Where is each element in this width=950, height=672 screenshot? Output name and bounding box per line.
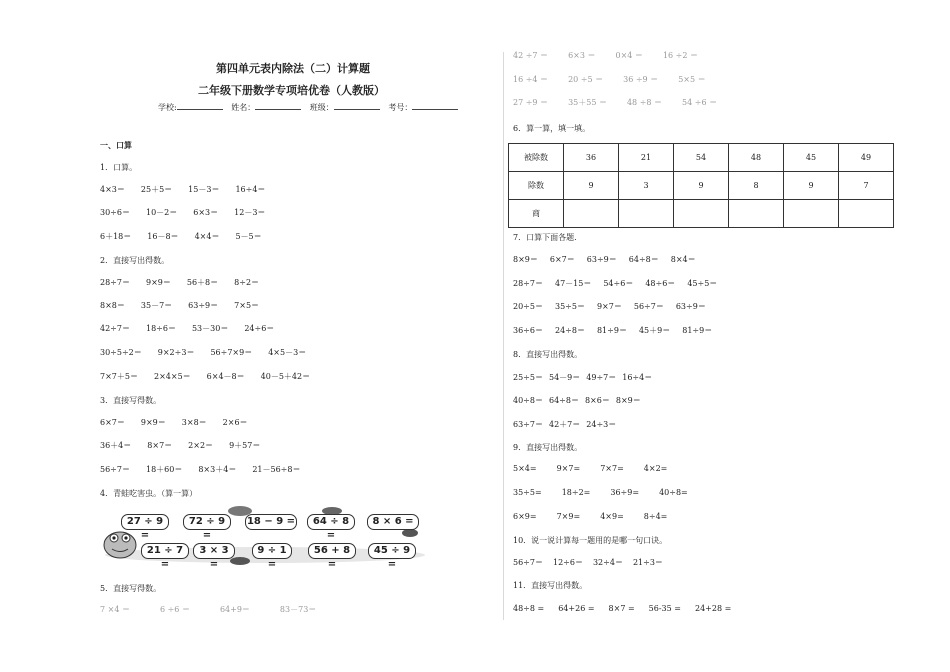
q2-row [100,371,326,382]
problem: 56-35 = [648,604,681,613]
q5-row [100,604,332,615]
problem: 63÷9＝ [675,302,706,311]
problem: 54÷6＝ [603,279,634,288]
problem: 5－5＝ [235,232,262,241]
bug-card: 27 ÷ 9 = [121,514,169,530]
bug-card: 72 ÷ 9 = [183,514,231,530]
problem: 5×5 ＝ [678,75,706,84]
right-top-row [513,97,733,108]
problem: 40－5＋42＝ [260,372,311,381]
problem: 20÷5＝ [513,302,543,311]
problem: 25÷5＝ [513,373,543,382]
table-row [509,144,894,172]
table-cell: 21 [619,144,674,172]
problem: 35－7＝ [140,301,173,310]
problem: 64÷8＝ [628,255,659,264]
exam-no-blank[interactable] [412,102,458,110]
problem: 18÷6＝ [145,324,176,333]
problem: 8×3＋4＝ [198,465,237,474]
bug-card: 21 ÷ 7 = [141,543,189,559]
problem: 16÷4＝ [235,185,266,194]
problem: 20 ÷5 ＝ [568,75,604,84]
page-subtitle: 二年级下册数学专项培优卷（人教版） [198,84,385,97]
q9-row [513,488,704,497]
problem: 24+28 = [694,604,732,613]
table-cell: 45 [784,144,839,172]
division-table [508,143,894,228]
answer-cell[interactable] [729,200,784,228]
frog-picture [100,505,430,570]
problem: 8×4＝ [670,255,696,264]
problem: 9×2÷3＝ [157,348,195,357]
problem: 48 ÷8 ＝ [626,98,663,107]
table-cell: 36 [564,144,619,172]
column-divider [503,52,504,620]
class-label: 班级： [309,103,334,112]
problem: 6×7＝ [549,255,575,264]
problem: 9×9＝ [140,418,166,427]
answer-cell[interactable] [839,200,894,228]
q1-row [100,184,281,195]
problem: 8×7＝ [147,441,173,450]
problem: 8÷4= [643,512,668,521]
problem: 83－73＝ [279,605,317,614]
problem: 2×2＝ [188,441,214,450]
problem: 18÷2= [561,488,591,497]
table-cell: 9 [784,172,839,200]
problem: 81÷9＝ [682,326,713,335]
table-cell: 9 [674,172,729,200]
q3-row [100,440,276,451]
problem: 36 ÷9 ＝ [623,75,659,84]
problem: 24÷3＝ [586,420,617,429]
problem: 35÷5= [513,488,542,497]
problem: 7×9= [556,512,581,521]
name-blank[interactable] [255,102,301,110]
problem: 56÷7×9＝ [210,348,253,357]
q2-row [100,347,322,358]
problem: 4×2= [643,464,668,473]
table-row [509,172,894,200]
problem: 36÷9= [610,488,640,497]
problem: 10－2＝ [145,208,178,217]
q7-label: 7．口算下面各题. [513,233,577,242]
q1-row [100,231,278,242]
q11-label: 11．直接写出得数。 [513,581,588,590]
problem: 4×5－3＝ [268,348,307,357]
q8-row [513,419,632,430]
name-label: 姓名： [231,103,256,112]
answer-cell[interactable] [564,200,619,228]
problem: 45＋9＝ [638,326,671,335]
problem: 12÷6＝ [552,558,583,567]
problem: 21－56÷8＝ [252,465,301,474]
q2-label: 2．直接写出得数。 [100,256,170,265]
problem: 8×7 = [608,604,635,613]
problem: 24÷6＝ [244,324,275,333]
problem: 36÷6＝ [513,326,543,335]
q5-label: 5．直接写得数。 [100,584,162,593]
table-cell: 7 [839,172,894,200]
problem: 4×4＝ [194,232,220,241]
problem: 7 ×4 ＝ [100,605,130,614]
problem: 42＋7＝ [548,420,581,429]
problem: 47－15＝ [554,279,592,288]
bug-card: 9 ÷ 1 = [252,543,292,559]
q2-row [100,323,290,334]
class-blank[interactable] [334,102,380,110]
problem: 6 ÷6 ＝ [159,605,190,614]
answer-cell[interactable] [674,200,729,228]
problem: 7×7= [600,464,624,473]
problem: 27 ÷9 ＝ [513,98,549,107]
q10-label: 10．说一说计算每一题用的是哪一句口诀。 [513,536,668,545]
problem: 42 ÷7 ＝ [513,51,549,60]
problem: 64÷8＝ [548,396,579,405]
q7-row [513,301,722,312]
problem: 18＋60＝ [145,465,183,474]
page-title: 第四单元表内除法（二）计算题 [216,62,370,75]
problem: 16 ÷4 ＝ [513,75,549,84]
problem: 15－3＝ [188,185,220,194]
table-cell: 49 [839,144,894,172]
problem: 9×9＝ [145,278,171,287]
problem: 2×6＝ [222,418,248,427]
problem: 30÷6＝ [100,208,130,217]
problem: 63÷9＝ [586,255,617,264]
right-top-row [513,74,722,85]
problem: 6×9= [513,512,537,521]
problem: 30÷5÷2＝ [100,348,142,357]
problem: 81÷9＝ [596,326,627,335]
problem: 6×7＝ [100,418,125,427]
problem: 40÷8= [659,488,688,497]
q2-row [100,300,275,311]
problem: 21÷3＝ [632,558,663,567]
problem: 16－8＝ [147,232,179,241]
table-cell: 8 [729,172,784,200]
problem: 56÷7＝ [513,558,543,567]
problem: 48÷8 = [513,604,545,613]
problem: 56÷7＝ [100,465,130,474]
q3-row [100,417,264,428]
right-top-row [513,50,714,61]
problem: 53－30＝ [191,324,229,333]
problem: 2×4×5＝ [153,372,191,381]
problem: 9＋57＝ [229,441,261,450]
problem: 64+9＝ [219,605,250,614]
q11-row [513,604,747,613]
problem: 45÷5＝ [687,279,718,288]
problem: 35÷5＝ [554,302,585,311]
problem: 56＋8＝ [186,278,219,287]
school-label: 学校: [158,103,177,112]
problem: 48÷6＝ [645,279,676,288]
bug-card: 64 ÷ 8 = [307,514,355,530]
problem: 16÷4＝ [622,373,653,382]
problem: 0×4 ＝ [615,51,643,60]
problem: 54－9＝ [548,373,581,382]
problem: 6×4－8＝ [206,372,245,381]
q10-row [513,557,679,568]
problem: 6×3＝ [193,208,219,217]
table-cell: 除数 [509,172,564,200]
problem: 8÷2＝ [234,278,260,287]
problem: 7×5＝ [234,301,260,310]
problem: 54 ÷6 ＝ [682,98,718,107]
problem: 8×9＝ [513,255,538,264]
table-cell: 商 [509,200,564,228]
problem: 28÷7＝ [513,279,543,288]
section-title: 一、口算 [100,141,132,150]
table-cell: 3 [619,172,674,200]
problem: 40÷8＝ [513,396,543,405]
problem: 8×9＝ [615,396,641,405]
bug-card: 3 × 3 = [193,543,235,559]
student-info-line [158,102,464,113]
problem: 6×3 ＝ [568,51,596,60]
problem: 4×9= [600,512,624,521]
problem: 32÷4＝ [592,558,623,567]
problem: 63÷9＝ [188,301,219,310]
table-cell: 被除数 [509,144,564,172]
problem: 64+26 = [558,604,595,613]
q8-row [513,372,668,383]
q8-row [513,395,657,406]
problem: 25＋5＝ [140,185,173,194]
bug-card: 8 × 6 = [367,514,419,530]
problem: 42÷7＝ [100,324,130,333]
q6-label: 6．算一算，填一填。 [513,124,591,133]
q9-row [513,464,683,473]
problem: 16 ÷2 ＝ [662,51,698,60]
problem: 28÷7＝ [100,278,130,287]
problem: 63÷7＝ [513,420,543,429]
q9-label: 9．直接写出得数。 [513,443,583,452]
bug-card: 18 − 9 = [245,514,297,530]
q7-row [513,254,712,265]
table-cell: 54 [674,144,729,172]
table-cell: 9 [564,172,619,200]
q4-label: 4．青蛙吃害虫。（算一算） [100,489,198,498]
q7-row [513,325,728,336]
answer-cell[interactable] [784,200,839,228]
problem: 24÷8＝ [554,326,585,335]
problem: 9×7= [556,464,581,473]
q2-row [100,277,275,288]
q7-row [513,278,733,289]
exam-no-label: 考号： [388,103,413,112]
problem: 6＋18＝ [100,232,132,241]
problem: 56÷7＝ [633,302,664,311]
q3-row [100,464,316,475]
q3-label: 3．直接写得数。 [100,396,162,405]
table-row [509,200,894,228]
problem: 7×7＋5＝ [100,372,138,381]
problem: 12－3＝ [234,208,266,217]
q1-row [100,207,281,218]
problem: 9×7＝ [596,302,622,311]
q9-row [513,512,683,521]
problem: 36＋4＝ [100,441,132,450]
bug-card: 45 ÷ 9 = [368,543,416,559]
problem: 8×6＝ [584,396,610,405]
problem: 35＋55 ＝ [568,98,607,107]
bug-card: 56 + 8 = [308,543,356,559]
problem: 4×3＝ [100,185,125,194]
problem: 8×8＝ [100,301,125,310]
problem: 3×8＝ [181,418,207,427]
problem: 49÷7＝ [586,373,617,382]
problem: 5×4= [513,464,537,473]
table-cell: 48 [729,144,784,172]
school-blank[interactable] [177,102,223,110]
q8-label: 8．直接写出得数。 [513,350,583,359]
q1-label: 1．口算。 [100,163,138,172]
answer-cell[interactable] [619,200,674,228]
